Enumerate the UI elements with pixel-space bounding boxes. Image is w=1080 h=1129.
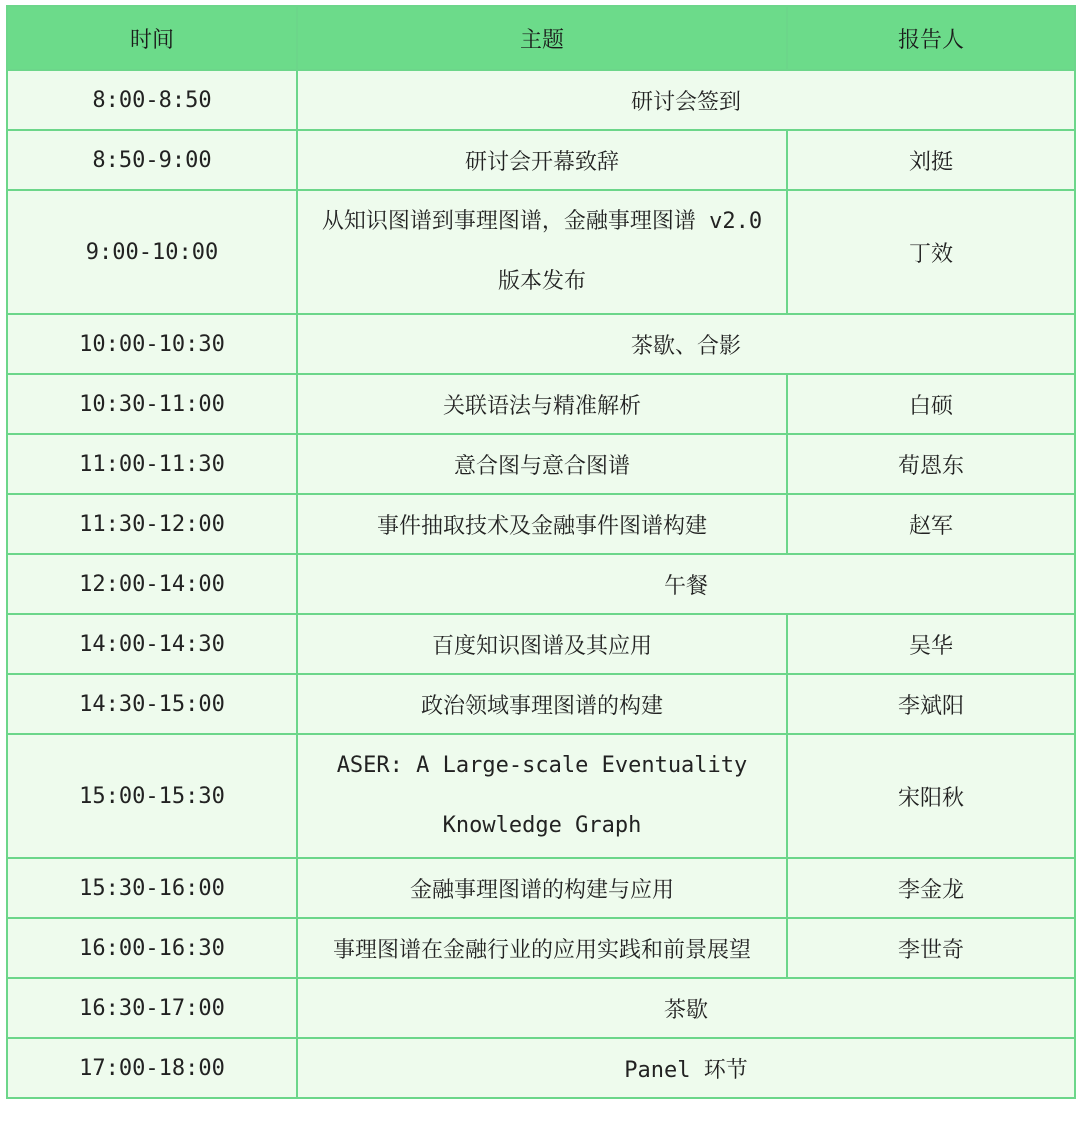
time-cell: 15:00-15:30 — [7, 734, 297, 858]
speaker-cell: 荀恩东 — [787, 434, 1075, 494]
time-cell: 14:30-15:00 — [7, 674, 297, 734]
topic-line: 从知识图谱到事理图谱，金融事理图谱 v2.0 — [321, 209, 763, 234]
time-cell: 8:50-9:00 — [7, 130, 297, 190]
topic-cell: 研讨会签到 — [297, 70, 1075, 130]
speaker-cell: 丁效 — [787, 190, 1075, 314]
speaker-cell: 刘挺 — [787, 130, 1075, 190]
speaker-cell: 李金龙 — [787, 858, 1075, 918]
topic-cell: 研讨会开幕致辞 — [297, 130, 787, 190]
topic-line: Knowledge Graph — [442, 813, 642, 838]
speaker-cell: 李世奇 — [787, 918, 1075, 978]
table-row — [7, 70, 1075, 130]
time-cell: 8:00-8:50 — [7, 70, 297, 130]
topic-cell: Panel 环节 — [297, 1038, 1075, 1098]
table-row — [7, 1038, 1075, 1098]
speaker-cell: 赵军 — [787, 494, 1075, 554]
table-row — [7, 494, 1075, 554]
topic-cell: 政治领域事理图谱的构建 — [297, 674, 787, 734]
header-speaker: 报告人 — [787, 6, 1075, 70]
speaker-cell: 白硕 — [787, 374, 1075, 434]
table-row — [7, 434, 1075, 494]
topic-line: ASER: A Large-scale Eventuality — [336, 753, 748, 778]
topic-cell — [297, 190, 787, 314]
table-row — [7, 734, 1075, 858]
table-row — [7, 314, 1075, 374]
header-row — [7, 6, 1075, 70]
header-topic: 主题 — [297, 6, 787, 70]
table-row — [7, 858, 1075, 918]
table-row — [7, 978, 1075, 1038]
topic-cell: 百度知识图谱及其应用 — [297, 614, 787, 674]
time-cell: 9:00-10:00 — [7, 190, 297, 314]
time-cell: 12:00-14:00 — [7, 554, 297, 614]
speaker-cell: 宋阳秋 — [787, 734, 1075, 858]
schedule-table — [6, 5, 1076, 1099]
table-row — [7, 918, 1075, 978]
topic-cell: 茶歇 — [297, 978, 1075, 1038]
time-cell: 10:00-10:30 — [7, 314, 297, 374]
time-cell: 15:30-16:00 — [7, 858, 297, 918]
speaker-cell: 李斌阳 — [787, 674, 1075, 734]
time-cell: 10:30-11:00 — [7, 374, 297, 434]
topic-cell: 事理图谱在金融行业的应用实践和前景展望 — [297, 918, 787, 978]
table-row — [7, 130, 1075, 190]
time-cell: 11:30-12:00 — [7, 494, 297, 554]
table-row — [7, 374, 1075, 434]
topic-cell: 金融事理图谱的构建与应用 — [297, 858, 787, 918]
topic-cell: 事件抽取技术及金融事件图谱构建 — [297, 494, 787, 554]
time-cell: 14:00-14:30 — [7, 614, 297, 674]
topic-cell: 意合图与意合图谱 — [297, 434, 787, 494]
table-row — [7, 674, 1075, 734]
topic-cell: 午餐 — [297, 554, 1075, 614]
time-cell: 16:30-17:00 — [7, 978, 297, 1038]
time-cell: 11:00-11:30 — [7, 434, 297, 494]
speaker-cell: 吴华 — [787, 614, 1075, 674]
table-row — [7, 190, 1075, 314]
topic-cell: 关联语法与精准解析 — [297, 374, 787, 434]
table-row — [7, 554, 1075, 614]
topic-line: 版本发布 — [497, 269, 586, 294]
topic-cell: 茶歇、合影 — [297, 314, 1075, 374]
header-time: 时间 — [7, 6, 297, 70]
topic-cell — [297, 734, 787, 858]
table-row — [7, 614, 1075, 674]
time-cell: 17:00-18:00 — [7, 1038, 297, 1098]
time-cell: 16:00-16:30 — [7, 918, 297, 978]
